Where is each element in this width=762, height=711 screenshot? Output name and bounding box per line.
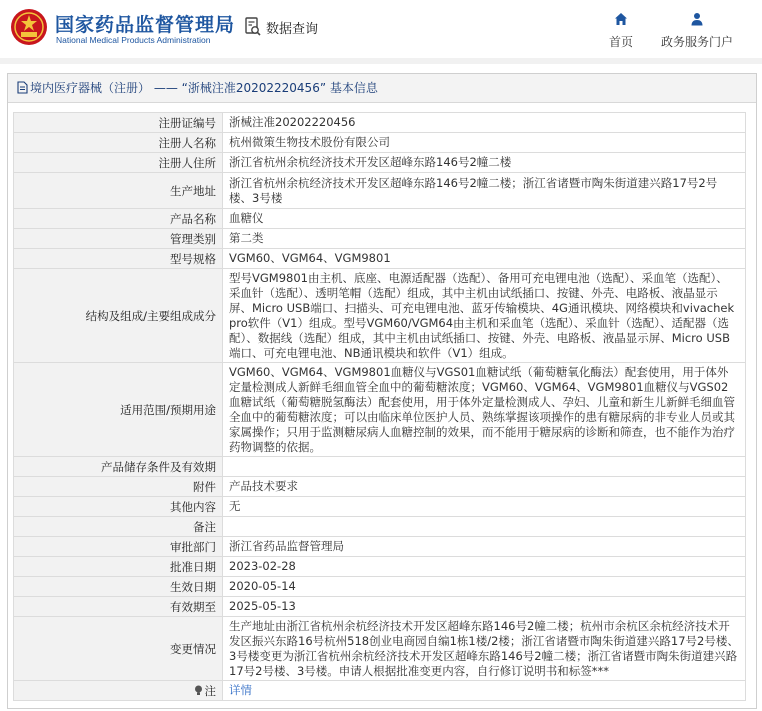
- table-row: [14, 597, 746, 617]
- table-row: [14, 577, 746, 597]
- nav-home[interactable]: [605, 12, 637, 50]
- table-row: [14, 249, 746, 269]
- detail-link[interactable]: 详情: [229, 683, 252, 697]
- nav-gov-portal-label: 政务服务门户: [660, 35, 733, 49]
- header-divider: [0, 58, 762, 64]
- logo-title-en[interactable]: National Medical Products Administration: [56, 35, 211, 45]
- national-emblem-icon: [10, 8, 48, 46]
- row-value: 型号VGM9801由主机、底座、电源适配器（选配）、备用可充电锂电池（选配）、采血笔（选配）、采血针（选配）、透明笔帽（选配）组成，其中主机由试纸插口、按键、外壳、电路板、液晶显示屏、Micro USB端口、扫描头、可充电锂电池、蓝牙传输模块、4G通讯模块、网络模块和vivachek pro软件（V1）组成。型号VGM60/VGM64由主机和采血笔（选配）、采血针（选配）、适配器（选配）、数据线（选配）组成，其中主机由试纸插口、按键、外壳、电路板、液晶显示屏、Micro USB端口、可充电锂电池、NB通讯模块和软件（V1）组成。: [223, 269, 746, 363]
- table-row: [14, 229, 746, 249]
- breadcrumb: [8, 74, 756, 103]
- table-row: [14, 557, 746, 577]
- row-label: 管理类别: [14, 229, 223, 249]
- row-value: 2023-02-28: [223, 557, 746, 577]
- row-value: [223, 517, 746, 537]
- row-label: 备注: [14, 517, 223, 537]
- row-label: 其他内容: [14, 497, 223, 517]
- row-label: 批准日期: [14, 557, 223, 577]
- table-row: [14, 209, 746, 229]
- table-row: [14, 457, 746, 477]
- logo-title-cn[interactable]: 国家药品监督管理局: [55, 14, 236, 36]
- row-value: 生产地址由浙江省杭州余杭经济技术开发区超峰东路146号2幢二楼；杭州市余杭区余杭经济技术开发区振兴东路16号杭州518创业电商园自编1栋1楼/2楼；浙江省诸暨市陶朱街道建兴路17号2号楼、3号楼变更为浙江省杭州余杭经济技术开发区超峰东路146号2幢二楼；浙江省诸暨市陶朱街道建兴路17号2号楼、3号楼。申请人根据批准变更内容，自行修订说明书和标签***: [223, 617, 746, 681]
- row-value: 杭州微策生物技术股份有限公司: [223, 133, 746, 153]
- row-label: 产品储存条件及有效期: [14, 457, 223, 477]
- table-row: [14, 617, 746, 681]
- row-label: 生效日期: [14, 577, 223, 597]
- table-row: [14, 173, 746, 209]
- registration-info-table: [13, 112, 746, 701]
- table-row: [14, 133, 746, 153]
- nav-gov-portal[interactable]: [658, 12, 736, 50]
- table-row: [14, 497, 746, 517]
- row-label: 有效期至: [14, 597, 223, 617]
- row-value: 血糖仪: [223, 209, 746, 229]
- row-label: 审批部门: [14, 537, 223, 557]
- breadcrumb-text: 境内医疗器械（注册） —— “浙械注准20202220456” 基本信息: [30, 81, 378, 95]
- row-value: VGM60、VGM64、VGM9801血糖仪与VGS01血糖试纸（葡萄糖氧化酶法）配套使用，用于体外定量检测成人新鲜毛细血管全血中的葡萄糖浓度；VGM60、VGM64、VGM9801血糖仪与VGS02血糖试纸（葡萄糖脱氢酶法）配套使用，用于体外定量检测成人、孕妇、儿童和新生儿新鲜毛细血管全血中的葡萄糖浓度；可以由临床单位医护人员、熟练掌握该项操作的患有糖尿病的非专业人员或其家属操作；只用于监测糖尿病人血糖控制的效果，而不能用于糖尿病的诊断和筛查，也不能作为治疗药物调整的依据。: [223, 363, 746, 457]
- row-label: 附件: [14, 477, 223, 497]
- table-row: [14, 477, 746, 497]
- data-query-link[interactable]: [244, 16, 318, 38]
- row-value: 浙江省杭州余杭经济技术开发区超峰东路146号2幢二楼: [223, 153, 746, 173]
- table-row: [14, 537, 746, 557]
- row-label: 变更情况: [14, 617, 223, 681]
- note-label: 注: [204, 683, 216, 698]
- row-value: [223, 457, 746, 477]
- row-value: 产品技术要求: [223, 477, 746, 497]
- info-panel: [7, 73, 757, 709]
- data-query-label: 数据查询: [266, 21, 319, 37]
- home-icon: [614, 12, 628, 26]
- table-row: [14, 681, 746, 701]
- row-label: 产品名称: [14, 209, 223, 229]
- table-row: [14, 269, 746, 363]
- row-label: 适用范围/预期用途: [14, 363, 223, 457]
- row-value: 无: [223, 497, 746, 517]
- row-label: 结构及组成/主要组成成分: [14, 269, 223, 363]
- row-value: 第二类: [223, 229, 746, 249]
- document-icon: [17, 81, 28, 94]
- bulb-icon: [194, 685, 203, 696]
- row-value: 浙江省杭州余杭经济技术开发区超峰东路146号2幢二楼；浙江省诸暨市陶朱街道建兴路17号2号楼、3号楼: [223, 173, 746, 209]
- table-row: [14, 153, 746, 173]
- site-header: [0, 0, 762, 58]
- row-value: 2020-05-14: [223, 577, 746, 597]
- note-value-cell: [223, 681, 746, 701]
- row-value: 2025-05-13: [223, 597, 746, 617]
- user-icon: [690, 12, 704, 26]
- row-label: 型号规格: [14, 249, 223, 269]
- table-row: [14, 113, 746, 133]
- row-label: 生产地址: [14, 173, 223, 209]
- row-value: VGM60、VGM64、VGM9801: [223, 249, 746, 269]
- row-label: 注册人名称: [14, 133, 223, 153]
- table-row: [14, 517, 746, 537]
- row-label: 注册证编号: [14, 113, 223, 133]
- row-value: 浙械注准20202220456: [223, 113, 746, 133]
- row-value: 浙江省药品监督管理局: [223, 537, 746, 557]
- document-search-icon: [244, 17, 262, 37]
- table-row: [14, 363, 746, 457]
- note-label-cell: [14, 681, 223, 701]
- row-label: 注册人住所: [14, 153, 223, 173]
- nav-home-label: 首页: [608, 35, 633, 49]
